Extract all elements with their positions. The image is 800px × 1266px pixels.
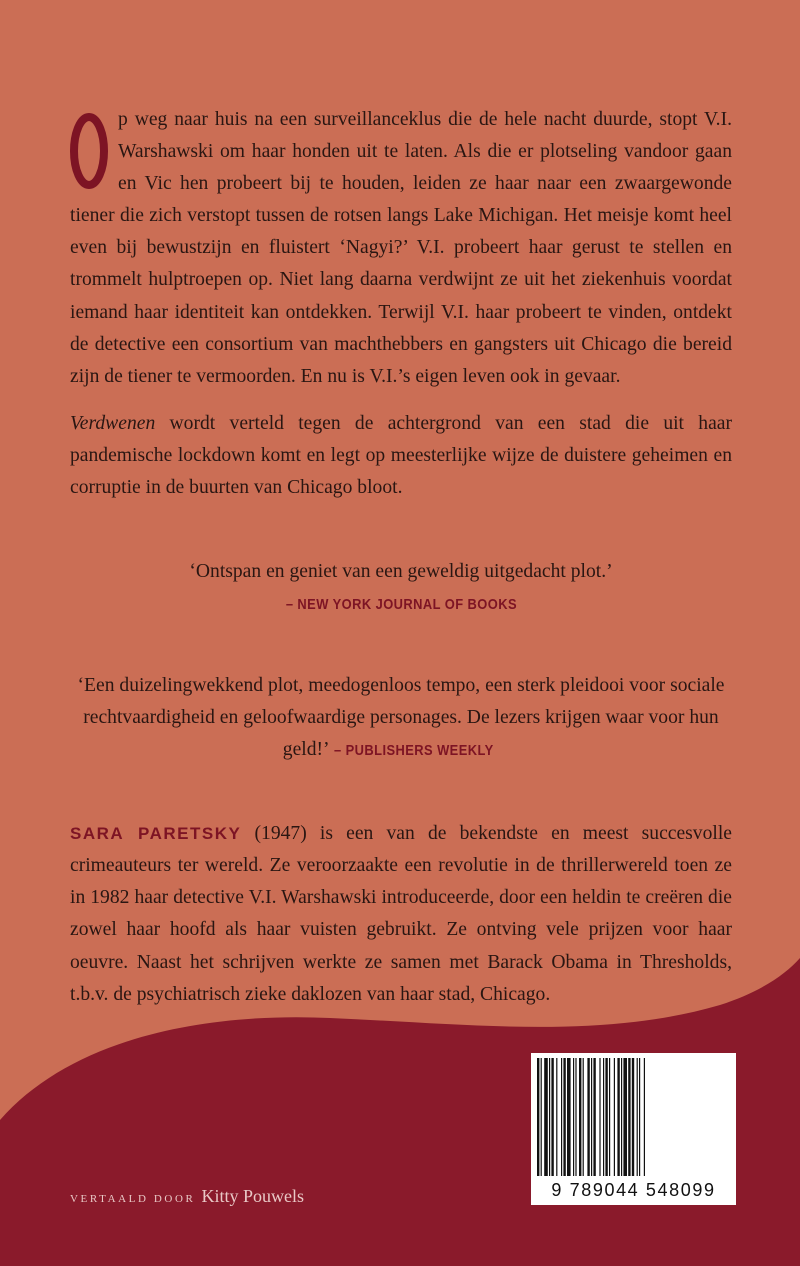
barcode-bar: [567, 1058, 571, 1176]
barcode-bar: [599, 1058, 600, 1176]
barcode-bar: [639, 1058, 640, 1176]
back-cover-text: [70, 104, 732, 1011]
barcode-bar: [609, 1058, 610, 1176]
blurb-paragraph-2: [70, 408, 732, 504]
barcode-bar: [575, 1058, 576, 1176]
review-quote-2-text: ‘Een duizelingwekkend plot, meedogenloos tempo, een sterk pleidooi voor sociale rechtvaardigheid en geloofwaardige personages. De lezers krijgen waar voor hun geld!’: [77, 675, 725, 761]
author-bio: [70, 818, 732, 1011]
review-quote-1-source: – NEW YORK JOURNAL OF BOOKS: [285, 596, 517, 614]
barcode-bar: [617, 1058, 619, 1176]
barcode-bar: [549, 1058, 550, 1176]
barcode-bar: [587, 1058, 589, 1176]
barcode-bar: [579, 1058, 581, 1176]
review-quote-1-text: ‘Ontspan en geniet van een geweldig uitgedacht plot.’: [189, 561, 613, 583]
barcode-bar: [544, 1058, 548, 1176]
drop-cap-letter-o: [70, 111, 108, 191]
barcode-bar: [614, 1058, 615, 1176]
barcode-bar: [628, 1058, 630, 1176]
barcode-bar: [561, 1058, 562, 1176]
barcode-bar: [623, 1058, 627, 1176]
translator-credit: [70, 1186, 304, 1207]
barcode-bar: [605, 1058, 607, 1176]
barcode-bar: [556, 1058, 557, 1176]
barcode-bar: [603, 1058, 604, 1176]
barcode-bar: [593, 1058, 595, 1176]
barcode-bar: [637, 1058, 638, 1176]
barcode-bar: [573, 1058, 574, 1176]
barcode-bars: [537, 1058, 730, 1176]
author-name: SARA PARETSKY: [70, 824, 242, 844]
blurb-paragraph-1: [70, 104, 732, 393]
barcode-bar: [591, 1058, 592, 1176]
blurb-paragraph-1-text: p weg naar huis na een surveillanceklus die de hele nacht duurde, stopt V.I. Warshawski om haar honden uit te laten. Als die er plotseling vandoor gaan en Vic hen probeert bij te houden, leiden ze haar naar een zwaargewonde tiener die zich verstopt tussen de rotsen langs Lake Michigan. Het meisje komt heel even bij bewustzijn en fluistert ‘Nagyi?’ V.I. probeert haar gerust te stellen en trommelt hulptroepen op. Niet lang daarna verdwijnt ze uit het ziekenhuis voordat iemand haar identiteit kan ontdekken. Terwijl V.I. haar probeert te vinden, ontdekt de detective een consortium van machthebbers en gangsters uit Chicago die bereid zijn de tiener te vermoorden. En nu is V.I.’s eigen leven ook in gevaar.: [70, 109, 732, 387]
blurb-paragraph-2-text: wordt verteld tegen de achtergrond van een stad die uit haar pandemische lockdown komt en legt op meesterlijke wijze de duistere geheimen en corruptie in de buurten van Chicago bloot.: [70, 412, 732, 499]
barcode-bar: [563, 1058, 565, 1176]
barcode-bar: [621, 1058, 622, 1176]
review-quote-2-source: – PUBLISHERS WEEKLY: [333, 742, 494, 760]
translator-label: VERTAALD DOOR: [70, 1193, 196, 1205]
review-quote-2: [70, 670, 732, 767]
barcode-bar: [537, 1058, 539, 1176]
book-title: Verdwenen: [70, 412, 156, 434]
author-bio-text: (1947) is een van de bekendste en meest succesvolle crimeauteurs ter wereld. Ze veroorzaakte een revolutie in de thrillerwereld toen ze in 1982 haar detective V.I. Warshawski introduceerde, door een heldin te creëren die zowel haar hoofd als haar vuisten gebruikt. Ze ontving vele prijzen voor haar oeuvre. Naast het schrijven werkte ze samen met Barack Obama in Thresholds, t.b.v. de psychiatrisch zieke daklozen van haar stad, Chicago.: [70, 823, 732, 1005]
barcode-bar: [632, 1058, 634, 1176]
isbn-barcode: [531, 1053, 736, 1205]
translator-name: Kitty Pouwels: [201, 1186, 304, 1206]
barcode-bar: [644, 1058, 645, 1176]
barcode-bar: [583, 1058, 584, 1176]
isbn-number: 9 789044 548099: [551, 1180, 716, 1200]
barcode-bar: [551, 1058, 553, 1176]
barcode-bar: [541, 1058, 542, 1176]
review-quote-1: [70, 556, 732, 621]
blurb: [70, 104, 732, 504]
